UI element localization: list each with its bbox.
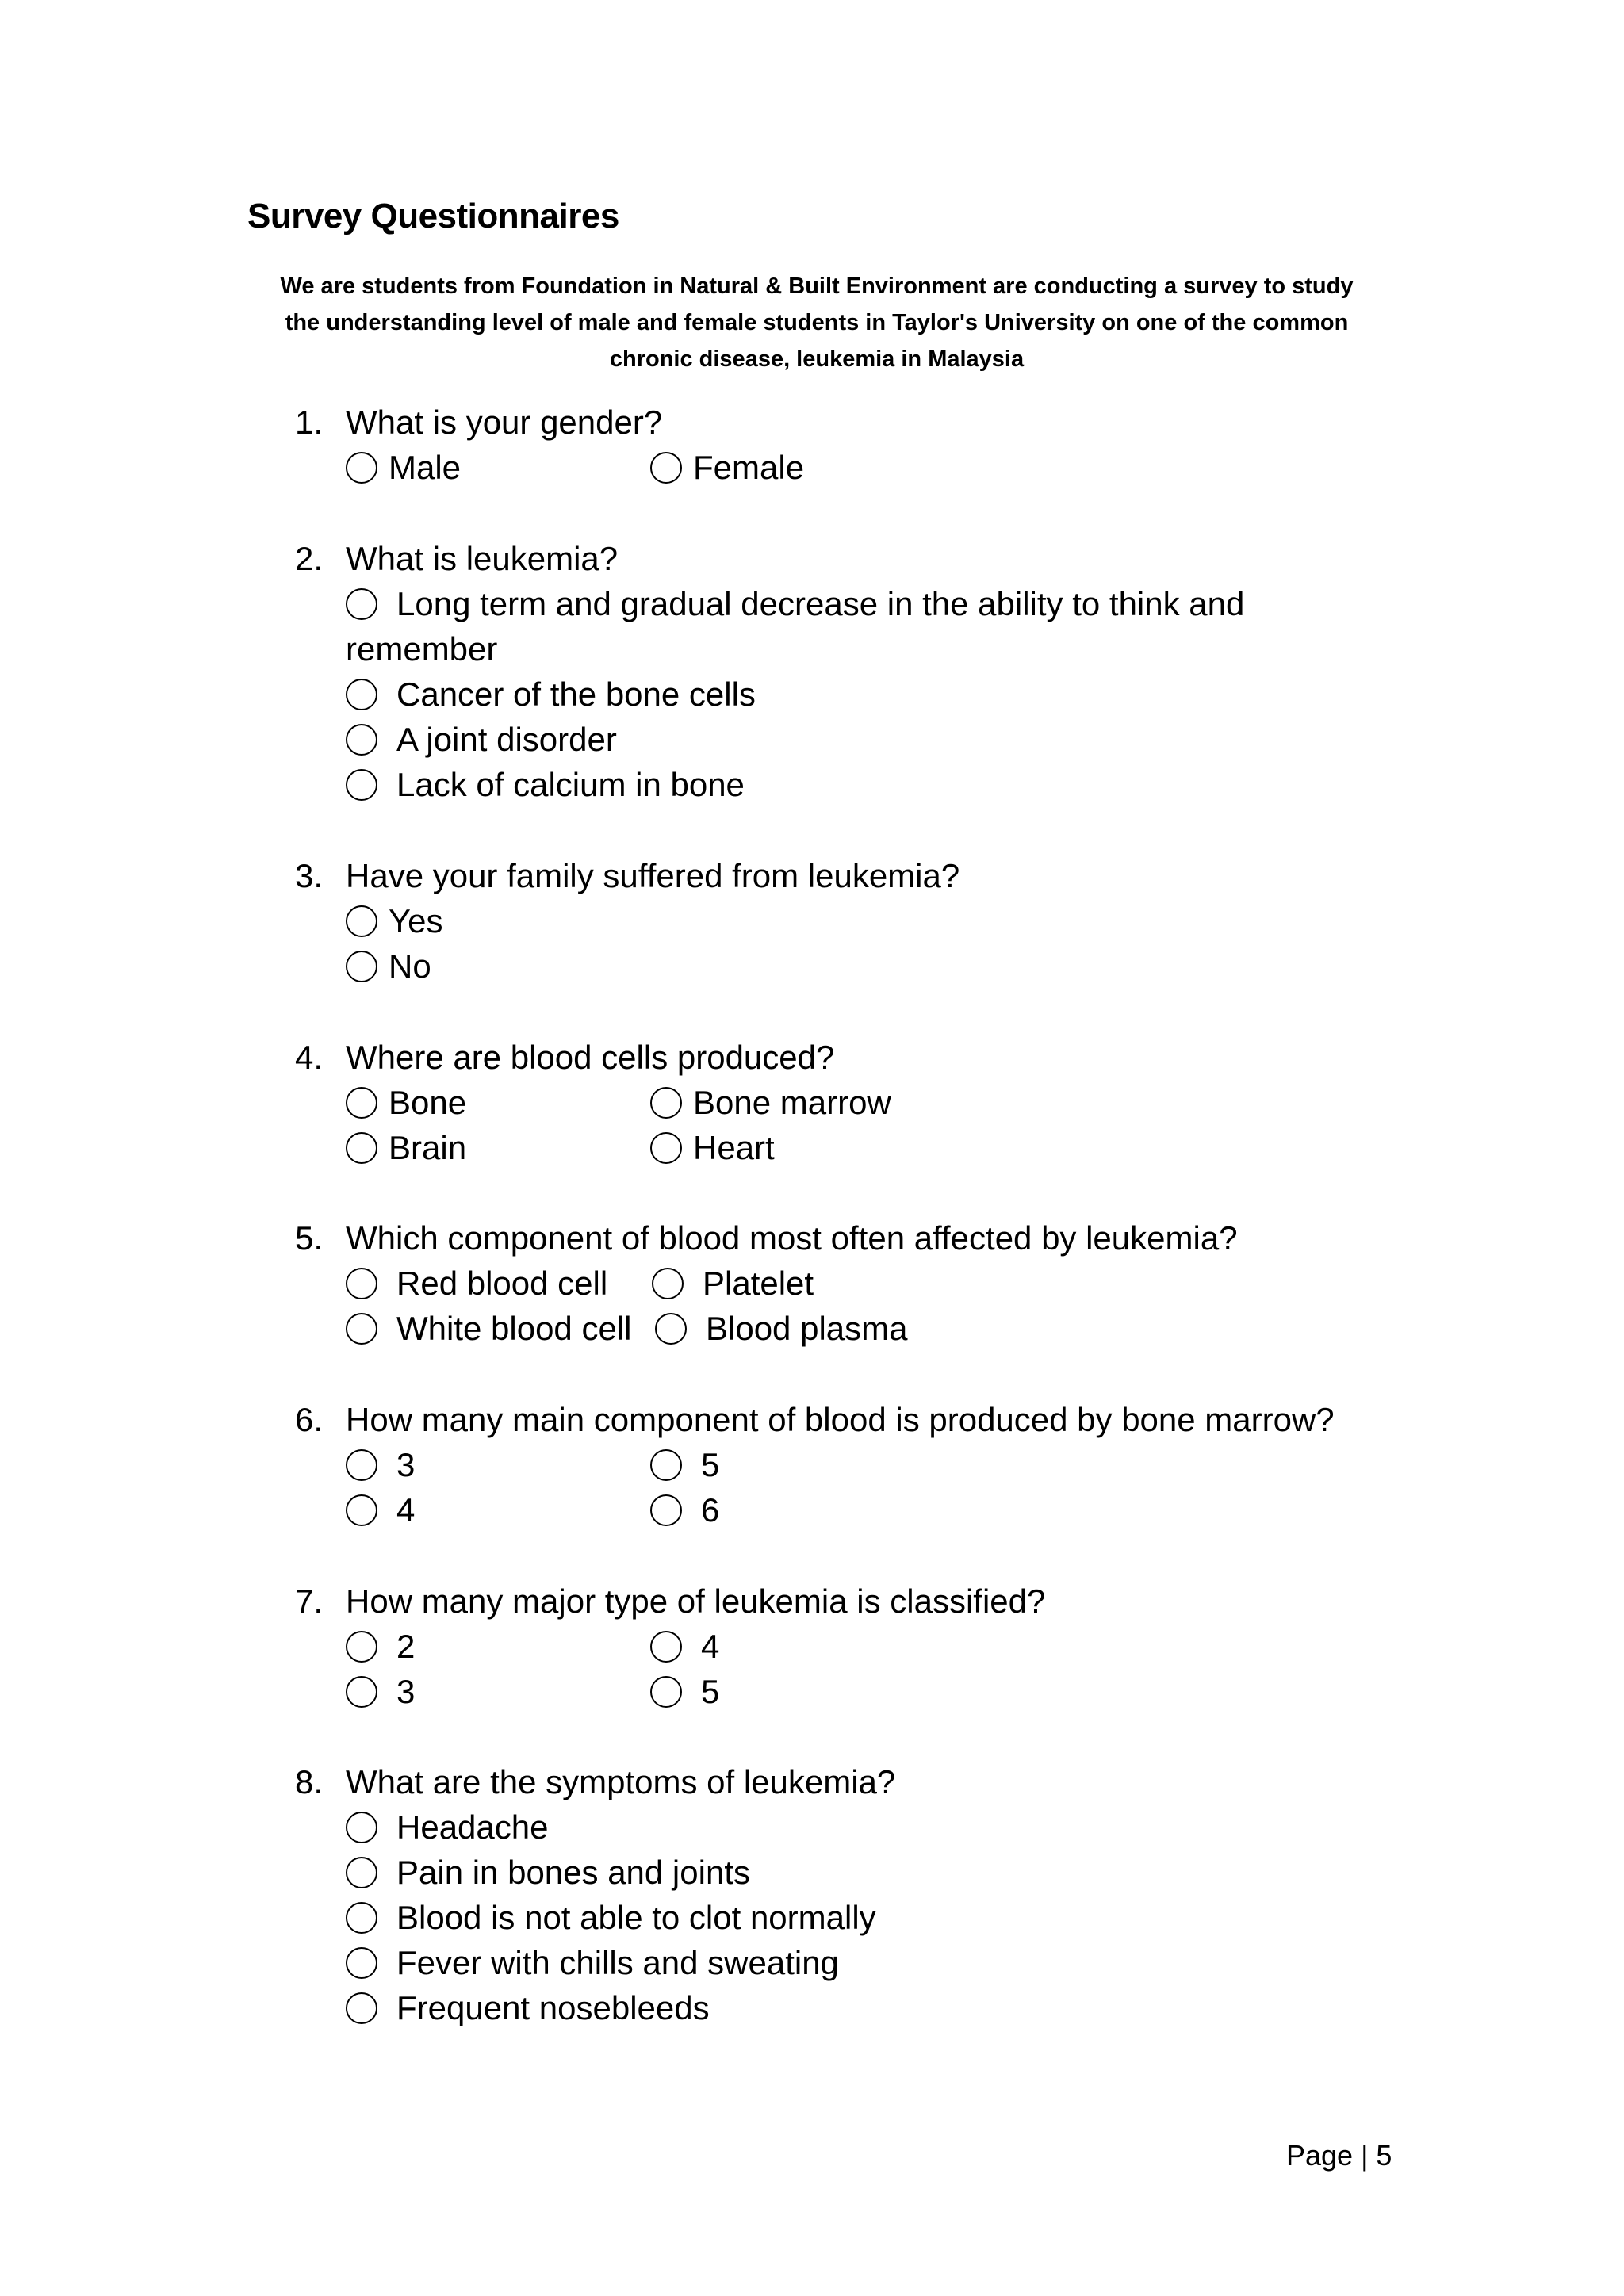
- option-5[interactable]: [650, 1669, 719, 1714]
- question-number: 5.: [295, 1219, 324, 1257]
- option-label: 5: [701, 1673, 720, 1710]
- intro-line: We are students from Foundation in Natural & Built Environment are conducting a survey to study: [280, 274, 1354, 299]
- option-label: Headache: [396, 1808, 549, 1846]
- option-label: Yes: [389, 902, 443, 939]
- option-platelet[interactable]: [652, 1261, 814, 1306]
- radio-circle-icon[interactable]: [346, 1857, 377, 1888]
- radio-circle-icon[interactable]: [346, 1676, 377, 1708]
- question-number: 3.: [295, 857, 324, 894]
- option-label: Heart: [693, 1129, 775, 1166]
- option-4[interactable]: [346, 1487, 415, 1533]
- option-label: 4: [396, 1491, 416, 1529]
- radio-circle-icon[interactable]: [346, 1947, 377, 1979]
- radio-circle-icon[interactable]: [346, 452, 377, 484]
- radio-circle-icon[interactable]: [346, 1992, 377, 2024]
- question-number: 8.: [295, 1763, 324, 1800]
- option-pain-in-bones[interactable]: [346, 1850, 750, 1895]
- radio-circle-icon[interactable]: [650, 1132, 682, 1164]
- option-red-blood-cell[interactable]: [346, 1261, 607, 1306]
- question-text: Where are blood cells produced?: [346, 1039, 835, 1076]
- intro-line: chronic disease, leukemia in Malaysia: [609, 346, 1025, 372]
- question-text: What are the symptoms of leukemia?: [346, 1763, 896, 1800]
- option-yes[interactable]: [346, 898, 443, 943]
- option-label: Blood is not able to clot normally: [396, 1899, 876, 1936]
- question-number: 7.: [295, 1582, 324, 1620]
- option-label: Platelet: [703, 1265, 814, 1302]
- option-headache[interactable]: [346, 1804, 548, 1850]
- page-number: Page | 5: [1286, 2139, 1392, 2172]
- option-long-term-decrease[interactable]: [346, 581, 1244, 626]
- radio-circle-icon[interactable]: [346, 1087, 377, 1119]
- radio-circle-icon[interactable]: [652, 1268, 684, 1299]
- question-text: How many main component of blood is produced by bone marrow?: [346, 1401, 1335, 1438]
- question-number: 4.: [295, 1039, 324, 1076]
- option-blood-not-clot[interactable]: [346, 1895, 876, 1940]
- option-2[interactable]: [346, 1624, 415, 1669]
- radio-circle-icon[interactable]: [346, 769, 377, 801]
- option-male[interactable]: [346, 445, 461, 490]
- option-fever-chills[interactable]: [346, 1940, 839, 1985]
- option-label-continuation: remember: [346, 630, 498, 668]
- radio-circle-icon[interactable]: [346, 1494, 377, 1526]
- radio-circle-icon[interactable]: [346, 679, 377, 710]
- option-cancer-bone-cells[interactable]: [346, 672, 756, 717]
- question-number: 2.: [295, 540, 324, 577]
- radio-circle-icon[interactable]: [650, 452, 682, 484]
- option-bone-marrow[interactable]: [650, 1080, 891, 1125]
- option-no[interactable]: [346, 943, 431, 989]
- radio-circle-icon[interactable]: [346, 1631, 377, 1663]
- question-text: Which component of blood most often affected by leukemia?: [346, 1219, 1238, 1257]
- option-blood-plasma[interactable]: [655, 1306, 907, 1351]
- question-text: What is your gender?: [346, 404, 663, 441]
- option-label: Bone: [389, 1084, 467, 1121]
- option-label: 5: [701, 1446, 720, 1483]
- option-label: Blood plasma: [706, 1310, 908, 1347]
- option-label: Male: [389, 449, 462, 486]
- option-white-blood-cell[interactable]: [346, 1306, 631, 1351]
- radio-circle-icon[interactable]: [650, 1676, 682, 1708]
- option-bone[interactable]: [346, 1080, 466, 1125]
- option-heart[interactable]: [650, 1125, 775, 1170]
- option-label: Female: [693, 449, 805, 486]
- intro-line: the understanding level of male and female students in Taylor's University on one of the common: [285, 310, 1349, 335]
- radio-circle-icon[interactable]: [346, 1902, 377, 1934]
- option-label: Frequent nosebleeds: [396, 1989, 710, 2026]
- radio-circle-icon[interactable]: [655, 1313, 687, 1345]
- option-lack-of-calcium[interactable]: [346, 762, 745, 807]
- option-label: Long term and gradual decrease in the ability to think and: [396, 585, 1245, 622]
- radio-circle-icon[interactable]: [650, 1631, 682, 1663]
- option-label: No: [389, 947, 431, 985]
- option-joint-disorder[interactable]: [346, 717, 617, 762]
- option-female[interactable]: [650, 445, 804, 490]
- radio-circle-icon[interactable]: [346, 1812, 377, 1843]
- option-label: 6: [701, 1491, 720, 1529]
- question-text: Have your family suffered from leukemia?: [346, 857, 960, 894]
- radio-circle-icon[interactable]: [346, 1132, 377, 1164]
- option-label: Pain in bones and joints: [396, 1854, 750, 1891]
- radio-circle-icon[interactable]: [346, 724, 377, 756]
- radio-circle-icon[interactable]: [346, 1449, 377, 1481]
- radio-circle-icon[interactable]: [650, 1494, 682, 1526]
- option-label: Lack of calcium in bone: [396, 766, 745, 803]
- option-label: Fever with chills and sweating: [396, 1944, 839, 1981]
- radio-circle-icon[interactable]: [650, 1449, 682, 1481]
- radio-circle-icon[interactable]: [346, 905, 377, 937]
- option-nosebleeds[interactable]: [346, 1985, 710, 2030]
- option-label: 3: [396, 1446, 416, 1483]
- page-title: Survey Questionnaires: [247, 197, 619, 235]
- option-label: 4: [701, 1628, 720, 1665]
- option-3[interactable]: [346, 1442, 415, 1487]
- option-label: A joint disorder: [396, 721, 617, 758]
- question-text: How many major type of leukemia is classified?: [346, 1582, 1046, 1620]
- option-label: Red blood cell: [396, 1265, 608, 1302]
- intro-paragraph: [246, 268, 1388, 377]
- question-number: 1.: [295, 404, 324, 441]
- option-label: Brain: [389, 1129, 467, 1166]
- option-4[interactable]: [650, 1624, 719, 1669]
- option-label: Bone marrow: [693, 1084, 891, 1121]
- option-5[interactable]: [650, 1442, 719, 1487]
- option-label: 3: [396, 1673, 416, 1710]
- option-6[interactable]: [650, 1487, 719, 1533]
- radio-circle-icon[interactable]: [346, 1268, 377, 1299]
- option-label: White blood cell: [396, 1310, 632, 1347]
- radio-circle-icon[interactable]: [346, 1313, 377, 1345]
- radio-circle-icon[interactable]: [650, 1087, 682, 1119]
- option-3[interactable]: [346, 1669, 415, 1714]
- option-label: 2: [396, 1628, 416, 1665]
- question-number: 6.: [295, 1401, 324, 1438]
- option-label: Cancer of the bone cells: [396, 675, 756, 713]
- radio-circle-icon[interactable]: [346, 588, 377, 620]
- option-brain[interactable]: [346, 1125, 466, 1170]
- radio-circle-icon[interactable]: [346, 951, 377, 982]
- question-text: What is leukemia?: [346, 540, 619, 577]
